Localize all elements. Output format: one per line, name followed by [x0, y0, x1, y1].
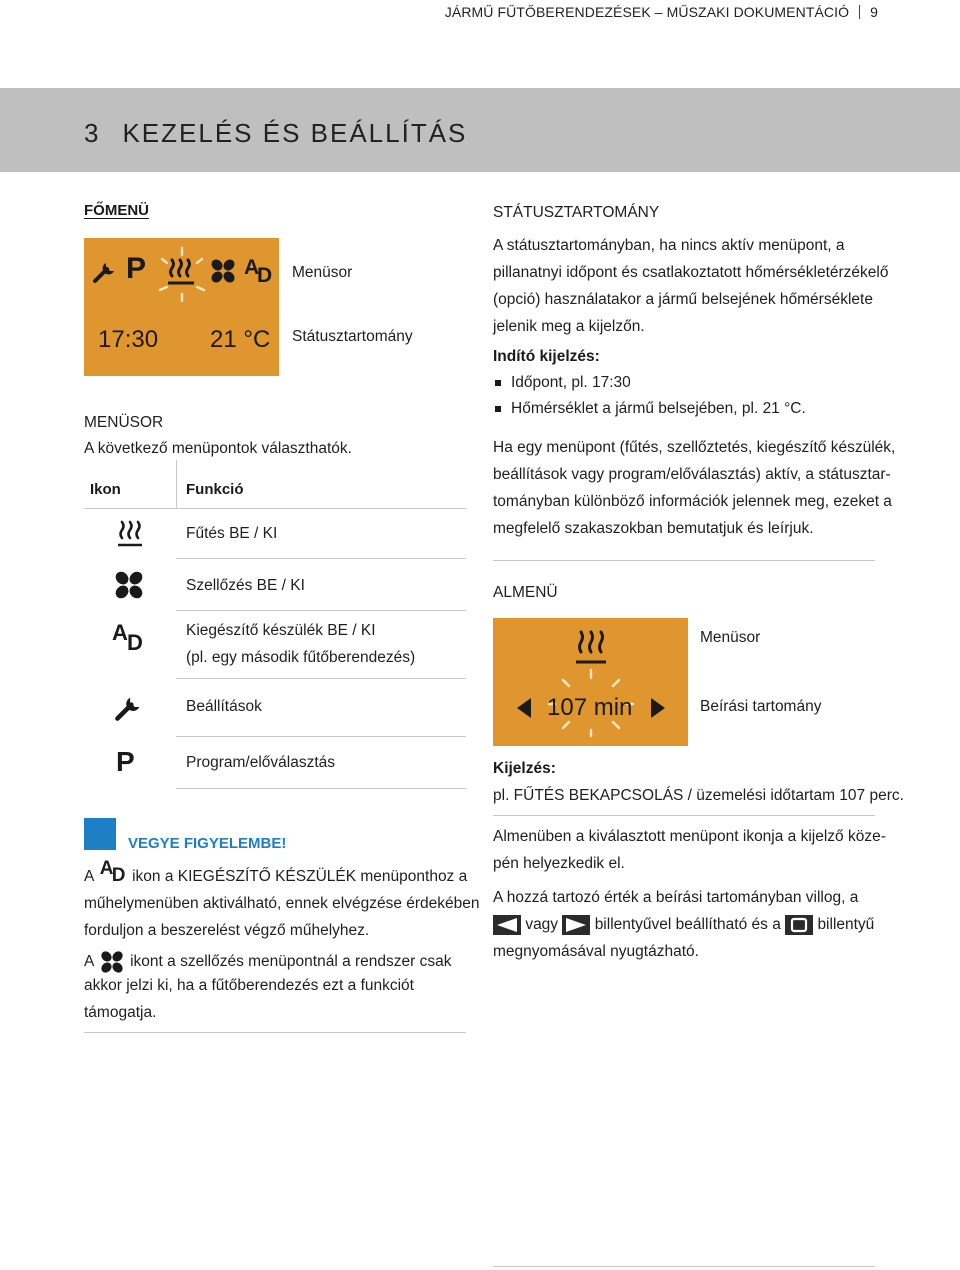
section-title-text: KEZELÉS ÉS BEÁLLÍTÁS [122, 118, 468, 148]
submenu-heading: ALMENÜ [493, 584, 558, 601]
heating-icon [571, 628, 611, 672]
fan-icon [114, 570, 144, 600]
status-heading: STÁTUSZTARTOMÁNY [493, 204, 660, 221]
fan-icon [210, 258, 236, 284]
table-rule [176, 678, 466, 679]
status-paragraph-2: Ha egy menüpont (fűtés, szellőztetés, kiegészítő készülék, beállítások vagy program/előválasztás) aktív, a státusztar- tományban különböző információk jelennek meg, ezeket a megfelelő szakaszokban bemutatjuk és leírjuk. [493, 439, 896, 537]
ad-icon-a: A [112, 620, 128, 645]
start-display-list [493, 370, 806, 422]
arrow-left-icon [517, 698, 533, 718]
label-menubar: Menüsor [292, 264, 353, 281]
display-value: 107 min [547, 694, 633, 721]
note-rule [84, 1032, 466, 1033]
table-row-function: Szellőzés BE / KI [186, 577, 305, 594]
table-row-function-note: (pl. egy második fűtőberendezés) [186, 649, 416, 666]
note-p2-line1: A ikont a szellőzés menüpontnál a rendszer csak [84, 950, 451, 974]
table-rule [84, 508, 466, 509]
table-row-function: Kiegészítő készülék BE / KI [186, 622, 376, 639]
p-icon: P [126, 252, 147, 285]
section-title [84, 118, 467, 149]
note-heading: VEGYE FIGYELEMBE! [128, 835, 287, 852]
heating-icon [154, 246, 210, 302]
table-row-function: Program/előválasztás [186, 754, 336, 771]
table-header-function: Funkció [186, 481, 244, 498]
right-key-icon [562, 915, 590, 935]
wrench-icon [92, 258, 118, 284]
section-rule [493, 815, 875, 816]
table-rule [176, 788, 466, 789]
arrow-right-icon [649, 698, 665, 718]
submenu-p2-line1: A hozzá tartozó érték a beírási tartományban villog, a [493, 889, 859, 906]
submenu-p2-line2: vagy billentyűvel beállítható és a billentyű [493, 913, 874, 937]
menubar-heading: MENÜSOR [84, 414, 164, 431]
status-paragraph-1: A státusztartományban, ha nincs aktív menüpont, a pillanatnyi időpont és csatlakoztatott hőmérsékletérzékelő (opció) használatakor a jármű belsejének hőmérséklete jelenik meg a kijelzőn. [493, 237, 889, 335]
display-description: pl. FŰTÉS BEKAPCSOLÁS / üzemelési időtartam 107 perc. [493, 787, 904, 804]
ad-icon: A D [99, 858, 126, 886]
fan-icon [100, 950, 124, 974]
note-p1-line1: A A D ikon a KIEGÉSZÍTŐ KÉSZÜLÉK menüponthoz a [84, 858, 468, 886]
main-menu-display [84, 238, 279, 376]
section-number: 3 [84, 118, 101, 148]
table-header-divider [176, 460, 177, 508]
table-rule [176, 610, 466, 611]
menubar-intro: A következő menüpontok választhatók. [84, 440, 352, 457]
note-p2-line2: akkor jelzi ki, ha a fűtőberendezés ezt a funkciót [84, 977, 414, 994]
left-key-icon [493, 915, 521, 935]
list-item: Hőmérséklet a jármű belsejében, pl. 21 °C. [493, 396, 806, 422]
note-p1-line3: forduljon a beszerelést végző műhelyhez. [84, 922, 370, 939]
header-separator [859, 5, 860, 19]
ok-key-icon [785, 915, 813, 935]
table-row-function: Beállítások [186, 698, 262, 715]
main-menu-heading: FŐMENÜ [84, 202, 149, 219]
p-icon: P [116, 746, 135, 777]
note-square [84, 818, 116, 850]
note-p1-line2: műhelymenüben aktiválható, ennek elvégzése érdekében [84, 895, 480, 912]
table-rule [176, 558, 466, 559]
start-display-label: Indító kijelzés: [493, 348, 600, 365]
display-time: 17:30 [98, 326, 159, 353]
display-label: Kijelzés: [493, 760, 556, 777]
label-input-area: Beírási tartomány [700, 698, 822, 715]
heating-icon [114, 518, 146, 550]
doc-title: JÁRMŰ FŰTŐBERENDEZÉSEK – MŰSZAKI DOKUMENTÁCIÓ [444, 4, 850, 20]
table-row-function: Fűtés BE / KI [186, 525, 278, 542]
ad-icon-d: D [127, 630, 143, 655]
running-header [445, 4, 878, 20]
submenu-display [493, 618, 688, 746]
table-rule [176, 736, 466, 737]
submenu-p2-line3: megnyomásával nyugtázható. [493, 943, 699, 960]
table-header-icon: Ikon [90, 481, 121, 498]
label-status-area: Státusztartomány [292, 328, 413, 345]
ad-icon-d: D [257, 264, 273, 287]
note-p2-line3: támogatja. [84, 1004, 157, 1021]
page-number: 9 [870, 4, 878, 20]
section-rule [493, 560, 875, 561]
list-item: Időpont, pl. 17:30 [493, 370, 806, 396]
bottom-rule [493, 1266, 875, 1267]
label-menubar: Menüsor [700, 629, 761, 646]
submenu-paragraph-1: Almenüben a kiválasztott menüpont ikonja a kijelző köze- pén helyezkedik el. [493, 828, 886, 872]
display-temp: 21 °C [210, 326, 271, 353]
ad-icon-a: A [244, 256, 260, 279]
wrench-icon [114, 692, 144, 722]
